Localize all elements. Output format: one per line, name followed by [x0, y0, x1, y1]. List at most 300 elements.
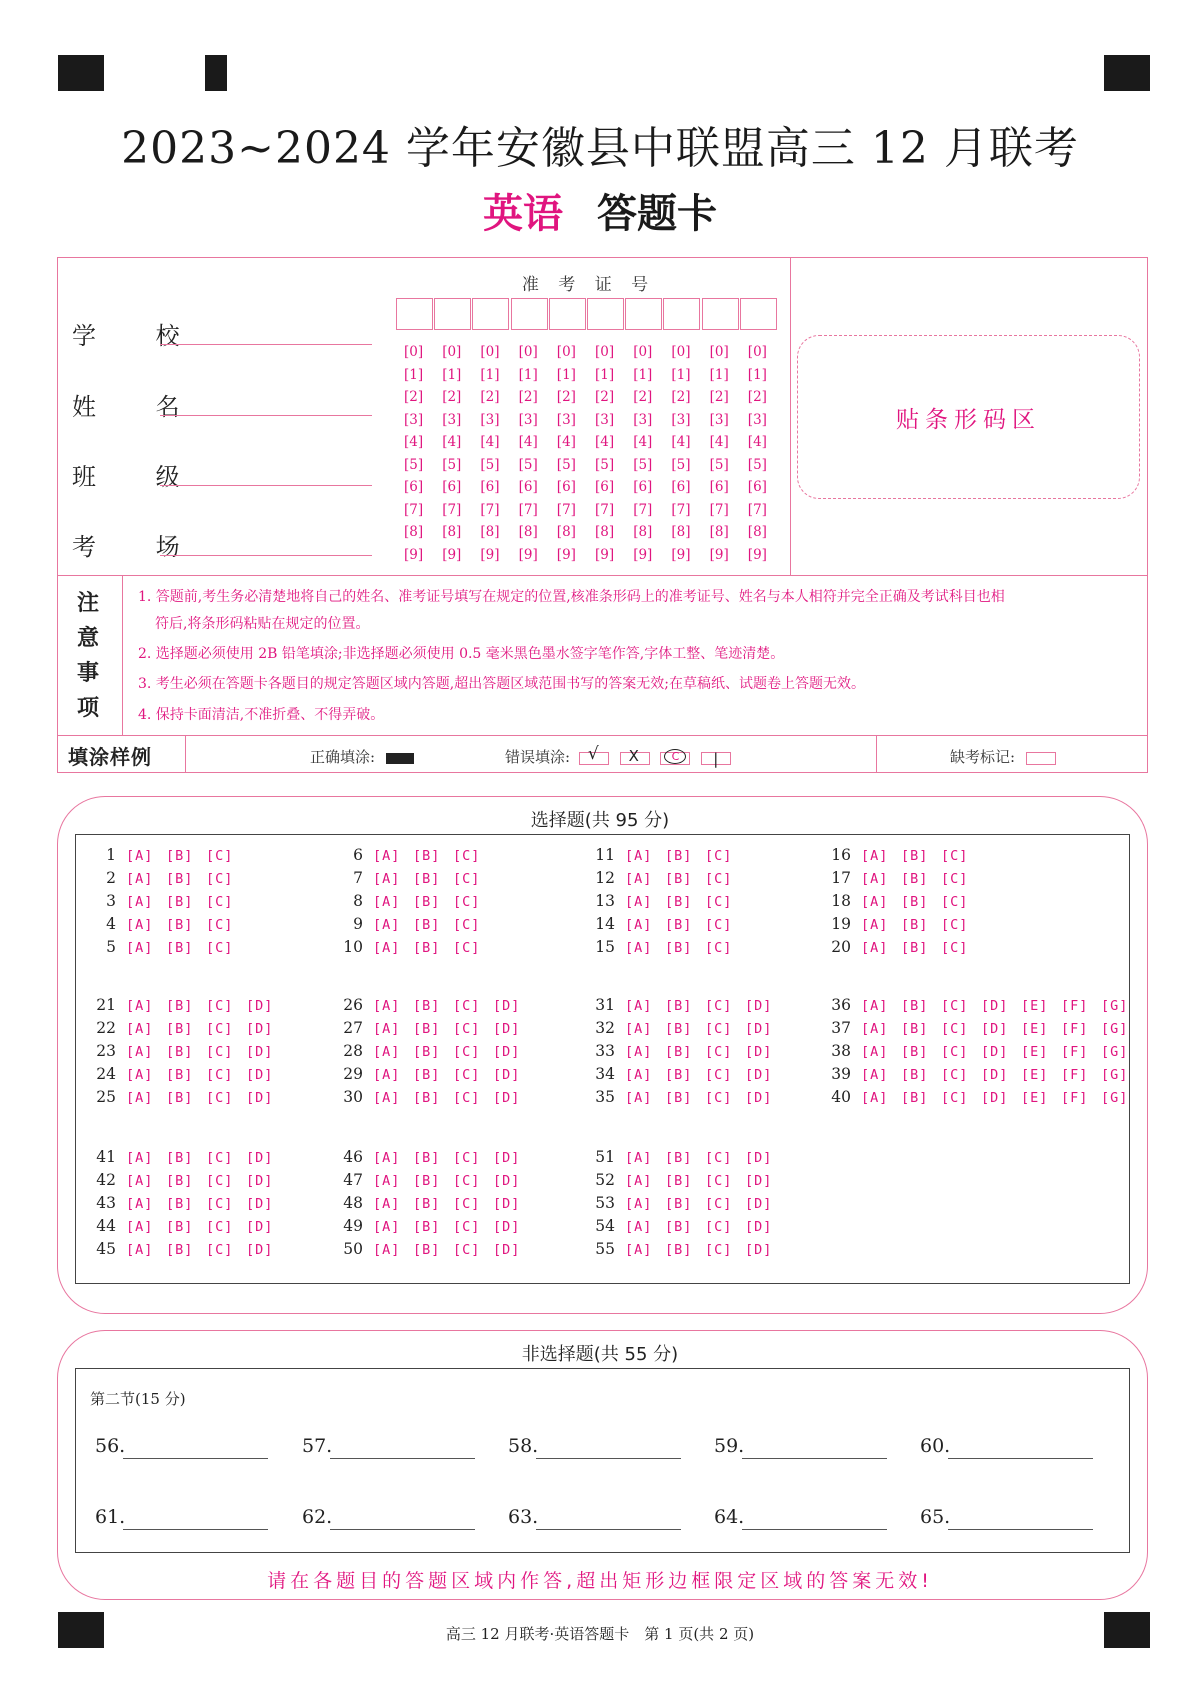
fill-blank-answer-line[interactable]	[948, 1529, 1093, 1530]
option-bubble[interactable]: [C]	[705, 1219, 733, 1235]
digit-bubble[interactable]: [5]	[671, 456, 691, 473]
option-bubble[interactable]: [B]	[413, 1090, 441, 1106]
option-bubble[interactable]: [A]	[126, 1196, 154, 1212]
digit-bubble[interactable]: [5]	[747, 456, 767, 473]
option-bubble[interactable]: [C]	[453, 1196, 481, 1212]
option-bubble[interactable]: [D]	[246, 1044, 274, 1060]
option-bubble[interactable]: [C]	[453, 894, 481, 910]
option-bubble[interactable]: [G]	[1101, 1021, 1129, 1037]
option-bubble[interactable]: [B]	[166, 848, 194, 864]
option-bubble[interactable]: [D]	[246, 1242, 274, 1258]
digit-bubble[interactable]: [7]	[556, 501, 576, 518]
option-bubble[interactable]: [D]	[745, 1150, 773, 1166]
option-bubble[interactable]: [C]	[705, 848, 733, 864]
digit-bubble[interactable]: [2]	[747, 389, 767, 405]
option-bubble[interactable]: [B]	[901, 1067, 929, 1083]
fill-blank-answer-line[interactable]	[330, 1529, 475, 1530]
option-bubble[interactable]: [B]	[901, 894, 929, 910]
exam-number-box[interactable]	[740, 298, 777, 330]
digit-bubble[interactable]: [9]	[671, 546, 691, 563]
option-bubble[interactable]: [D]	[745, 1090, 773, 1106]
option-bubble[interactable]: [A]	[373, 1021, 401, 1037]
option-bubble[interactable]: [B]	[413, 1150, 441, 1166]
option-bubble[interactable]: [D]	[246, 1173, 274, 1189]
option-bubble[interactable]: [C]	[705, 1173, 733, 1189]
digit-bubble[interactable]: [1]	[442, 366, 462, 383]
option-bubble[interactable]: [C]	[453, 1173, 481, 1189]
option-bubble[interactable]: [B]	[901, 1090, 929, 1106]
digit-bubble[interactable]: [3]	[480, 411, 500, 428]
option-bubble[interactable]: [A]	[625, 848, 653, 864]
option-bubble[interactable]: [A]	[126, 1067, 154, 1083]
school-field[interactable]	[160, 344, 372, 345]
fill-blank-answer-line[interactable]	[330, 1458, 475, 1459]
option-bubble[interactable]: [C]	[705, 1196, 733, 1212]
option-bubble[interactable]: [C]	[453, 917, 481, 933]
option-bubble[interactable]: [A]	[861, 894, 889, 910]
option-bubble[interactable]: [A]	[126, 917, 154, 933]
digit-bubble[interactable]: [9]	[747, 546, 767, 563]
option-bubble[interactable]: [A]	[861, 1090, 889, 1106]
exam-number-box[interactable]	[663, 298, 700, 330]
option-bubble[interactable]: [C]	[206, 917, 234, 933]
digit-bubble[interactable]: [4]	[518, 434, 538, 450]
digit-bubble[interactable]: [8]	[480, 524, 500, 540]
option-bubble[interactable]: [A]	[373, 917, 401, 933]
fill-blank-answer-line[interactable]	[948, 1458, 1093, 1459]
digit-bubble[interactable]: [6]	[480, 479, 500, 495]
option-bubble[interactable]: [G]	[1101, 1044, 1129, 1060]
option-bubble[interactable]: [A]	[625, 1242, 653, 1258]
option-bubble[interactable]: [B]	[665, 848, 693, 864]
option-bubble[interactable]: [A]	[373, 1090, 401, 1106]
digit-bubble[interactable]: [5]	[404, 456, 424, 473]
digit-bubble[interactable]: [9]	[518, 546, 538, 563]
option-bubble[interactable]: [D]	[981, 1021, 1009, 1037]
option-bubble[interactable]: [A]	[373, 1242, 401, 1258]
digit-bubble[interactable]: [3]	[747, 411, 767, 428]
option-bubble[interactable]: [A]	[373, 871, 401, 887]
option-bubble[interactable]: [B]	[166, 1242, 194, 1258]
option-bubble[interactable]: [B]	[166, 1173, 194, 1189]
option-bubble[interactable]: [D]	[745, 1067, 773, 1083]
option-bubble[interactable]: [G]	[1101, 998, 1129, 1014]
option-bubble[interactable]: [A]	[373, 998, 401, 1014]
digit-bubble[interactable]: [9]	[480, 546, 500, 563]
digit-bubble[interactable]: [0]	[404, 344, 424, 360]
digit-bubble[interactable]: [4]	[747, 434, 767, 450]
option-bubble[interactable]: [B]	[665, 998, 693, 1014]
option-bubble[interactable]: [A]	[861, 1021, 889, 1037]
exam-number-box[interactable]	[434, 298, 471, 330]
option-bubble[interactable]: [C]	[705, 894, 733, 910]
exam-number-box[interactable]	[472, 298, 509, 330]
option-bubble[interactable]: [C]	[705, 917, 733, 933]
option-bubble[interactable]: [D]	[493, 1044, 521, 1060]
digit-bubble[interactable]: [6]	[671, 479, 691, 495]
option-bubble[interactable]: [A]	[625, 998, 653, 1014]
option-bubble[interactable]: [C]	[206, 1219, 234, 1235]
option-bubble[interactable]: [D]	[493, 998, 521, 1014]
option-bubble[interactable]: [B]	[665, 1021, 693, 1037]
digit-bubble[interactable]: [8]	[595, 524, 615, 540]
option-bubble[interactable]: [E]	[1021, 998, 1049, 1014]
option-bubble[interactable]: [E]	[1021, 1044, 1049, 1060]
option-bubble[interactable]: [C]	[941, 998, 969, 1014]
option-bubble[interactable]: [B]	[901, 1044, 929, 1060]
option-bubble[interactable]: [C]	[941, 917, 969, 933]
option-bubble[interactable]: [A]	[373, 848, 401, 864]
digit-bubble[interactable]: [3]	[671, 411, 691, 428]
digit-bubble[interactable]: [4]	[556, 434, 576, 450]
digit-bubble[interactable]: [8]	[671, 524, 691, 540]
option-bubble[interactable]: [B]	[166, 871, 194, 887]
option-bubble[interactable]: [C]	[941, 848, 969, 864]
exam-number-box[interactable]	[702, 298, 739, 330]
digit-bubble[interactable]: [3]	[518, 411, 538, 428]
digit-bubble[interactable]: [0]	[480, 344, 500, 360]
option-bubble[interactable]: [A]	[373, 1044, 401, 1060]
option-bubble[interactable]: [B]	[166, 917, 194, 933]
digit-bubble[interactable]: [0]	[671, 344, 691, 360]
option-bubble[interactable]: [A]	[861, 848, 889, 864]
name-field[interactable]	[160, 415, 372, 416]
option-bubble[interactable]: [B]	[901, 917, 929, 933]
option-bubble[interactable]: [C]	[206, 894, 234, 910]
option-bubble[interactable]: [B]	[665, 1044, 693, 1060]
option-bubble[interactable]: [C]	[453, 1067, 481, 1083]
digit-bubble[interactable]: [6]	[747, 479, 767, 495]
digit-bubble[interactable]: [7]	[404, 501, 424, 518]
digit-bubble[interactable]: [1]	[633, 366, 653, 383]
option-bubble[interactable]: [C]	[453, 871, 481, 887]
option-bubble[interactable]: [B]	[413, 1196, 441, 1212]
option-bubble[interactable]: [D]	[246, 1219, 274, 1235]
digit-bubble[interactable]: [9]	[595, 546, 615, 563]
option-bubble[interactable]: [B]	[901, 871, 929, 887]
option-bubble[interactable]: [C]	[453, 998, 481, 1014]
digit-bubble[interactable]: [5]	[709, 456, 729, 473]
option-bubble[interactable]: [D]	[981, 1090, 1009, 1106]
digit-bubble[interactable]: [1]	[671, 366, 691, 383]
option-bubble[interactable]: [A]	[861, 940, 889, 956]
option-bubble[interactable]: [C]	[705, 1067, 733, 1083]
digit-bubble[interactable]: [3]	[595, 411, 615, 428]
option-bubble[interactable]: [E]	[1021, 1067, 1049, 1083]
option-bubble[interactable]: [D]	[493, 1242, 521, 1258]
option-bubble[interactable]: [C]	[705, 1242, 733, 1258]
digit-bubble[interactable]: [1]	[404, 366, 424, 383]
option-bubble[interactable]: [F]	[1061, 998, 1089, 1014]
option-bubble[interactable]: [A]	[126, 848, 154, 864]
fill-blank-answer-line[interactable]	[123, 1529, 268, 1530]
room-field[interactable]	[160, 555, 372, 556]
option-bubble[interactable]: [C]	[453, 1021, 481, 1037]
option-bubble[interactable]: [A]	[373, 1219, 401, 1235]
digit-bubble[interactable]: [2]	[595, 389, 615, 405]
option-bubble[interactable]: [B]	[665, 917, 693, 933]
option-bubble[interactable]: [B]	[166, 1067, 194, 1083]
option-bubble[interactable]: [A]	[373, 1196, 401, 1212]
option-bubble[interactable]: [C]	[705, 940, 733, 956]
option-bubble[interactable]: [A]	[126, 1021, 154, 1037]
option-bubble[interactable]: [D]	[745, 1173, 773, 1189]
option-bubble[interactable]: [D]	[493, 1219, 521, 1235]
digit-bubble[interactable]: [4]	[709, 434, 729, 450]
digit-bubble[interactable]: [8]	[633, 524, 653, 540]
option-bubble[interactable]: [C]	[941, 871, 969, 887]
exam-number-box[interactable]	[625, 298, 662, 330]
exam-number-box[interactable]	[396, 298, 433, 330]
option-bubble[interactable]: [D]	[493, 1021, 521, 1037]
option-bubble[interactable]: [A]	[625, 940, 653, 956]
option-bubble[interactable]: [D]	[745, 998, 773, 1014]
option-bubble[interactable]: [B]	[166, 1150, 194, 1166]
digit-bubble[interactable]: [2]	[556, 389, 576, 405]
option-bubble[interactable]: [C]	[453, 1090, 481, 1106]
digit-bubble[interactable]: [8]	[404, 524, 424, 540]
option-bubble[interactable]: [A]	[126, 1090, 154, 1106]
option-bubble[interactable]: [A]	[625, 1219, 653, 1235]
option-bubble[interactable]: [A]	[861, 1044, 889, 1060]
option-bubble[interactable]: [B]	[901, 848, 929, 864]
option-bubble[interactable]: [C]	[206, 1196, 234, 1212]
option-bubble[interactable]: [D]	[493, 1173, 521, 1189]
option-bubble[interactable]: [A]	[126, 940, 154, 956]
option-bubble[interactable]: [B]	[413, 848, 441, 864]
option-bubble[interactable]: [D]	[246, 1067, 274, 1083]
option-bubble[interactable]: [C]	[206, 1173, 234, 1189]
option-bubble[interactable]: [C]	[941, 1021, 969, 1037]
digit-bubble[interactable]: [0]	[556, 344, 576, 360]
digit-bubble[interactable]: [1]	[595, 366, 615, 383]
option-bubble[interactable]: [B]	[665, 1242, 693, 1258]
option-bubble[interactable]: [D]	[493, 1196, 521, 1212]
option-bubble[interactable]: [D]	[745, 1021, 773, 1037]
digit-bubble[interactable]: [4]	[404, 434, 424, 450]
option-bubble[interactable]: [B]	[665, 1173, 693, 1189]
option-bubble[interactable]: [A]	[126, 998, 154, 1014]
option-bubble[interactable]: [B]	[166, 940, 194, 956]
option-bubble[interactable]: [D]	[493, 1067, 521, 1083]
digit-bubble[interactable]: [2]	[709, 389, 729, 405]
option-bubble[interactable]: [B]	[413, 894, 441, 910]
option-bubble[interactable]: [A]	[625, 1090, 653, 1106]
fill-blank-answer-line[interactable]	[536, 1529, 681, 1530]
digit-bubble[interactable]: [4]	[633, 434, 653, 450]
option-bubble[interactable]: [D]	[246, 1196, 274, 1212]
digit-bubble[interactable]: [0]	[518, 344, 538, 360]
digit-bubble[interactable]: [9]	[442, 546, 462, 563]
digit-bubble[interactable]: [2]	[633, 389, 653, 405]
option-bubble[interactable]: [A]	[861, 998, 889, 1014]
digit-bubble[interactable]: [6]	[518, 479, 538, 495]
option-bubble[interactable]: [C]	[206, 1150, 234, 1166]
digit-bubble[interactable]: [8]	[442, 524, 462, 540]
option-bubble[interactable]: [A]	[373, 940, 401, 956]
digit-bubble[interactable]: [5]	[442, 456, 462, 473]
option-bubble[interactable]: [A]	[126, 1173, 154, 1189]
fill-blank-answer-line[interactable]	[123, 1458, 268, 1459]
option-bubble[interactable]: [B]	[413, 1021, 441, 1037]
option-bubble[interactable]: [A]	[861, 871, 889, 887]
digit-bubble[interactable]: [1]	[556, 366, 576, 383]
option-bubble[interactable]: [C]	[705, 1150, 733, 1166]
option-bubble[interactable]: [A]	[625, 917, 653, 933]
option-bubble[interactable]: [G]	[1101, 1090, 1129, 1106]
digit-bubble[interactable]: [6]	[556, 479, 576, 495]
digit-bubble[interactable]: [0]	[633, 344, 653, 360]
digit-bubble[interactable]: [3]	[633, 411, 653, 428]
option-bubble[interactable]: [C]	[206, 848, 234, 864]
option-bubble[interactable]: [B]	[665, 940, 693, 956]
digit-bubble[interactable]: [3]	[556, 411, 576, 428]
option-bubble[interactable]: [A]	[126, 894, 154, 910]
digit-bubble[interactable]: [4]	[671, 434, 691, 450]
option-bubble[interactable]: [C]	[453, 1242, 481, 1258]
exam-number-box[interactable]	[549, 298, 586, 330]
absent-mark-box[interactable]	[1026, 752, 1056, 765]
digit-bubble[interactable]: [2]	[404, 389, 424, 405]
class-field[interactable]	[160, 485, 372, 486]
option-bubble[interactable]: [C]	[705, 1021, 733, 1037]
digit-bubble[interactable]: [2]	[518, 389, 538, 405]
digit-bubble[interactable]: [2]	[671, 389, 691, 405]
option-bubble[interactable]: [B]	[166, 1219, 194, 1235]
option-bubble[interactable]: [B]	[413, 1242, 441, 1258]
digit-bubble[interactable]: [8]	[747, 524, 767, 540]
digit-bubble[interactable]: [2]	[480, 389, 500, 405]
option-bubble[interactable]: [D]	[745, 1196, 773, 1212]
exam-number-box[interactable]	[511, 298, 548, 330]
digit-bubble[interactable]: [6]	[633, 479, 653, 495]
option-bubble[interactable]: [C]	[206, 940, 234, 956]
option-bubble[interactable]: [C]	[453, 1219, 481, 1235]
digit-bubble[interactable]: [0]	[442, 344, 462, 360]
option-bubble[interactable]: [C]	[941, 894, 969, 910]
digit-bubble[interactable]: [2]	[442, 389, 462, 405]
option-bubble[interactable]: [C]	[206, 1090, 234, 1106]
option-bubble[interactable]: [C]	[206, 1044, 234, 1060]
option-bubble[interactable]: [B]	[413, 1173, 441, 1189]
digit-bubble[interactable]: [4]	[480, 434, 500, 450]
option-bubble[interactable]: [D]	[246, 998, 274, 1014]
option-bubble[interactable]: [A]	[625, 1067, 653, 1083]
digit-bubble[interactable]: [7]	[671, 501, 691, 518]
option-bubble[interactable]: [C]	[705, 1044, 733, 1060]
option-bubble[interactable]: [A]	[373, 1173, 401, 1189]
digit-bubble[interactable]: [7]	[480, 501, 500, 518]
option-bubble[interactable]: [B]	[413, 940, 441, 956]
option-bubble[interactable]: [C]	[206, 1067, 234, 1083]
fill-blank-answer-line[interactable]	[742, 1458, 887, 1459]
option-bubble[interactable]: [C]	[453, 848, 481, 864]
option-bubble[interactable]: [E]	[1021, 1090, 1049, 1106]
option-bubble[interactable]: [B]	[166, 894, 194, 910]
option-bubble[interactable]: [D]	[981, 998, 1009, 1014]
digit-bubble[interactable]: [7]	[709, 501, 729, 518]
option-bubble[interactable]: [C]	[453, 940, 481, 956]
option-bubble[interactable]: [B]	[166, 998, 194, 1014]
digit-bubble[interactable]: [9]	[709, 546, 729, 563]
option-bubble[interactable]: [B]	[166, 1090, 194, 1106]
option-bubble[interactable]: [B]	[413, 1044, 441, 1060]
digit-bubble[interactable]: [3]	[404, 411, 424, 428]
option-bubble[interactable]: [C]	[941, 1044, 969, 1060]
option-bubble[interactable]: [C]	[705, 998, 733, 1014]
digit-bubble[interactable]: [5]	[518, 456, 538, 473]
option-bubble[interactable]: [D]	[981, 1067, 1009, 1083]
option-bubble[interactable]: [D]	[493, 1090, 521, 1106]
option-bubble[interactable]: [A]	[625, 1173, 653, 1189]
option-bubble[interactable]: [G]	[1101, 1067, 1129, 1083]
digit-bubble[interactable]: [1]	[480, 366, 500, 383]
option-bubble[interactable]: [A]	[126, 1044, 154, 1060]
fill-blank-answer-line[interactable]	[536, 1458, 681, 1459]
option-bubble[interactable]: [D]	[246, 1021, 274, 1037]
fill-blank-answer-line[interactable]	[742, 1529, 887, 1530]
digit-bubble[interactable]: [9]	[633, 546, 653, 563]
option-bubble[interactable]: [C]	[705, 871, 733, 887]
digit-bubble[interactable]: [3]	[442, 411, 462, 428]
digit-bubble[interactable]: [4]	[442, 434, 462, 450]
digit-bubble[interactable]: [0]	[709, 344, 729, 360]
option-bubble[interactable]: [C]	[941, 940, 969, 956]
option-bubble[interactable]: [D]	[981, 1044, 1009, 1060]
option-bubble[interactable]: [A]	[625, 894, 653, 910]
option-bubble[interactable]: [A]	[373, 894, 401, 910]
exam-number-box[interactable]	[587, 298, 624, 330]
digit-bubble[interactable]: [5]	[633, 456, 653, 473]
option-bubble[interactable]: [B]	[413, 871, 441, 887]
digit-bubble[interactable]: [0]	[747, 344, 767, 360]
option-bubble[interactable]: [D]	[745, 1219, 773, 1235]
option-bubble[interactable]: [A]	[126, 871, 154, 887]
option-bubble[interactable]: [A]	[625, 871, 653, 887]
digit-bubble[interactable]: [1]	[709, 366, 729, 383]
digit-bubble[interactable]: [8]	[556, 524, 576, 540]
option-bubble[interactable]: [B]	[665, 1196, 693, 1212]
option-bubble[interactable]: [A]	[861, 1067, 889, 1083]
option-bubble[interactable]: [F]	[1061, 1044, 1089, 1060]
option-bubble[interactable]: [B]	[413, 998, 441, 1014]
option-bubble[interactable]: [B]	[665, 1090, 693, 1106]
option-bubble[interactable]: [A]	[625, 1150, 653, 1166]
digit-bubble[interactable]: [7]	[595, 501, 615, 518]
option-bubble[interactable]: [F]	[1061, 1021, 1089, 1037]
option-bubble[interactable]: [D]	[246, 1150, 274, 1166]
digit-bubble[interactable]: [3]	[709, 411, 729, 428]
option-bubble[interactable]: [D]	[745, 1242, 773, 1258]
option-bubble[interactable]: [C]	[206, 998, 234, 1014]
option-bubble[interactable]: [C]	[941, 1067, 969, 1083]
option-bubble[interactable]: [A]	[625, 1044, 653, 1060]
option-bubble[interactable]: [C]	[206, 1021, 234, 1037]
digit-bubble[interactable]: [8]	[709, 524, 729, 540]
option-bubble[interactable]: [A]	[126, 1219, 154, 1235]
digit-bubble[interactable]: [1]	[747, 366, 767, 383]
option-bubble[interactable]: [F]	[1061, 1090, 1089, 1106]
digit-bubble[interactable]: [7]	[518, 501, 538, 518]
option-bubble[interactable]: [B]	[665, 894, 693, 910]
digit-bubble[interactable]: [7]	[747, 501, 767, 518]
digit-bubble[interactable]: [7]	[442, 501, 462, 518]
option-bubble[interactable]: [B]	[665, 871, 693, 887]
digit-bubble[interactable]: [4]	[595, 434, 615, 450]
option-bubble[interactable]: [D]	[246, 1090, 274, 1106]
digit-bubble[interactable]: [6]	[595, 479, 615, 495]
option-bubble[interactable]: [A]	[625, 1196, 653, 1212]
